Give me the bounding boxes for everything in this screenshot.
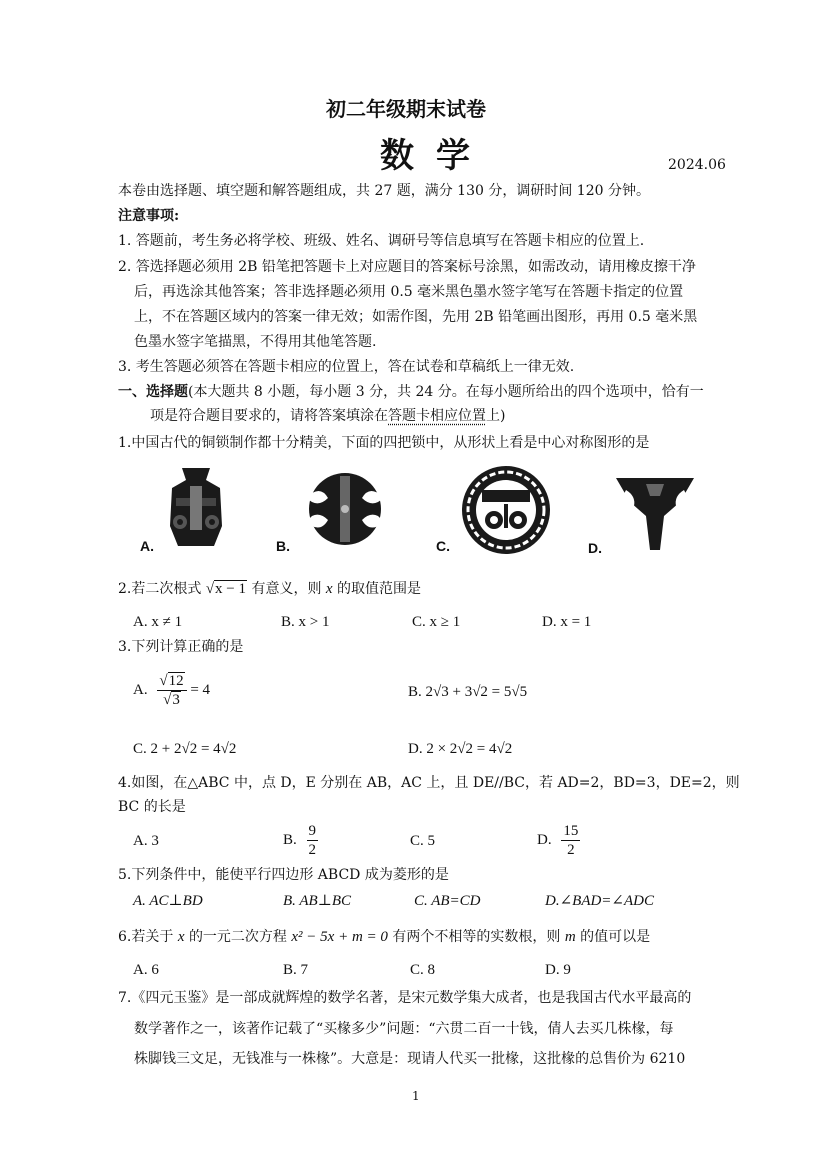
q5-option-b: B. AB⊥BC: [283, 893, 351, 909]
exam-intro: 本卷由选择题、填空题和解答题组成，共 27 题，满分 130 分，调研时间 120 分钟。: [118, 183, 650, 199]
q7-line-2: 数学著作之一，该著作记载了“买椽多少”问题：“六贯二百一十钱，倩人去买几株椽，每: [134, 1021, 674, 1037]
q6-option-c: C. 8: [410, 962, 436, 978]
q3-option-c: C. 2 + 2√2 = 4√2: [133, 741, 237, 757]
q5-option-d: D.∠BAD=∠ADC: [545, 893, 654, 909]
q6-equation: x² − 5x + m = 0: [291, 929, 388, 945]
q4-option-b-numerator: 9: [308, 823, 317, 840]
exam-title: 初二年级期末试卷: [326, 97, 486, 121]
q2-option-b: B. x > 1: [281, 614, 330, 630]
q2-stem-end: 的取值范围是: [337, 581, 422, 597]
q3-option-a-fraction: $\frac{√12}{√3}$: [157, 672, 186, 709]
note-1: 1. 答题前，考生务必将学校、班级、姓名、调研号等信息填写在答题卡相应的位置上.: [118, 233, 645, 249]
note-2-line-4: 色墨水签字笔描黑，不得用其他笔答题.: [134, 334, 377, 350]
section-1-intro: [118, 383, 704, 401]
q3-option-a-denominator: 3: [172, 692, 180, 709]
section-1-desc-b-pre: 项是符合题目要求的，请将答案填涂在: [150, 408, 388, 424]
q6-variable-m: m: [564, 929, 576, 945]
q2-stem-pre: 2.若二次根式: [118, 581, 202, 597]
q1-option-b-label: B.: [276, 538, 290, 554]
page-number: 1: [412, 1089, 420, 1103]
q5-option-c: C. AB=CD: [414, 893, 481, 909]
q6-option-a: A. 6: [133, 962, 159, 978]
note-2-line-3: 上，不在答题区域内的答案一律无效；如需作图，先用 2B 铅笔画出图形，再用 0.5 毫米黑: [134, 309, 698, 325]
q6-stem-post: 有两个不相等的实数根，则: [392, 929, 561, 945]
q7-line-3: 株脚钱三文足，无钱准与一株椽”。大意是：现请人代买一批椽，这批椽的总售价为 6210: [134, 1051, 686, 1067]
section-1-desc-b-emphasis: 答题卡相应位置: [388, 408, 486, 424]
q2-variable: x: [325, 581, 333, 597]
section-1-heading: 一、选择题: [118, 384, 188, 400]
exam-date: 2024.06: [668, 157, 726, 173]
q4-option-d: [537, 820, 580, 860]
q2-radicand: x − 1: [215, 581, 247, 597]
note-3: 3. 考生答题必须答在答题卡相应的位置上，答在试卷和草稿纸上一律无效.: [118, 359, 575, 375]
q6-stem-mid: 的一元二次方程: [188, 929, 287, 945]
q1-option-c-label: C.: [436, 538, 450, 554]
q5-stem: 5.下列条件中，能使平行四边形 ABCD 成为菱形的是: [118, 867, 449, 883]
q2-option-d: D. x = 1: [542, 614, 592, 630]
q1-option-d-label: D.: [588, 540, 602, 556]
q4-option-b-fraction: [307, 822, 319, 859]
q3-option-a: [133, 670, 210, 710]
q3-option-d: D. 2 × 2√2 = 4√2: [408, 741, 513, 757]
q1-option-a-label: A.: [140, 538, 154, 554]
q2-stem: [118, 580, 421, 598]
section-1-desc-b: [150, 407, 505, 425]
q4-option-b: [283, 820, 318, 860]
section-1-desc-a: (本大题共 8 小题，每小题 3 分，共 24 分。在每小题所给出的四个选项中，恰有一: [188, 384, 704, 400]
q7-line-1: 7.《四元玉鉴》是一部成就辉煌的数学名著，是宋元数学集大成者，也是我国古代水平最高的: [118, 990, 692, 1006]
q4-option-d-numerator: 15: [563, 823, 579, 840]
q5-option-a: A. AC⊥BD: [133, 893, 203, 909]
q2-option-c: C. x ≥ 1: [412, 614, 461, 630]
q6-stem: [118, 928, 650, 946]
lock-c-image: [460, 464, 552, 556]
q4-stem-line-1: 4.如图，在△ABC 中，点 D，E 分别在 AB，AC 上，且 DE//BC，若 AD=2，BD=3，DE=2，则: [118, 775, 740, 791]
q4-option-c: C. 5: [410, 833, 436, 849]
note-2-line-1: 2. 答选择题必须用 2B 铅笔把答题卡上对应题目的答案标号涂黑，如需改动，请用橡皮擦干净: [118, 259, 696, 275]
q4-option-d-fraction: [561, 822, 580, 859]
q2-option-a: A. x ≠ 1: [133, 614, 183, 630]
subject-title: 数学: [380, 136, 492, 176]
q1-stem: 1.中国古代的铜锁制作都十分精美，下面的四把锁中，从形状上看是中心对称图形的是: [118, 435, 650, 451]
q3-stem: 3.下列计算正确的是: [118, 639, 244, 655]
q4-option-a: A. 3: [133, 833, 159, 849]
q3-option-a-rhs: = 4: [190, 682, 211, 698]
q2-stem-post: 有意义，则: [251, 581, 322, 597]
q4-option-b-label: B.: [283, 832, 297, 848]
lock-d-image: [612, 474, 698, 554]
q4-option-b-denominator: 2: [308, 842, 317, 859]
lock-b-image: [300, 470, 390, 548]
q3-option-b: B. 2√3 + 3√2 = 5√5: [408, 684, 528, 700]
q4-stem-line-2: BC 的长是: [118, 799, 186, 815]
q2-radical: √x − 1: [205, 581, 247, 597]
section-1-desc-b-post: 上): [486, 408, 506, 424]
q4-option-d-denominator: 2: [567, 842, 575, 859]
q6-variable-x: x: [177, 929, 185, 945]
note-2-line-2: 后，再选涂其他答案；答非选择题必须用 0.5 毫米黑色墨水签字笔写在答题卡指定的位置: [134, 284, 684, 300]
q6-option-b: B. 7: [283, 962, 309, 978]
q6-stem-pre: 6.若关于: [118, 929, 174, 945]
q6-stem-end: 的值可以是: [580, 929, 651, 945]
q4-option-d-label: D.: [537, 832, 552, 848]
q6-option-d: D. 9: [545, 962, 571, 978]
q3-option-a-label: A.: [133, 682, 148, 698]
lock-a-image: [160, 466, 232, 550]
notes-heading: 注意事项:: [118, 208, 180, 224]
q3-option-a-numerator: 12: [168, 673, 184, 690]
